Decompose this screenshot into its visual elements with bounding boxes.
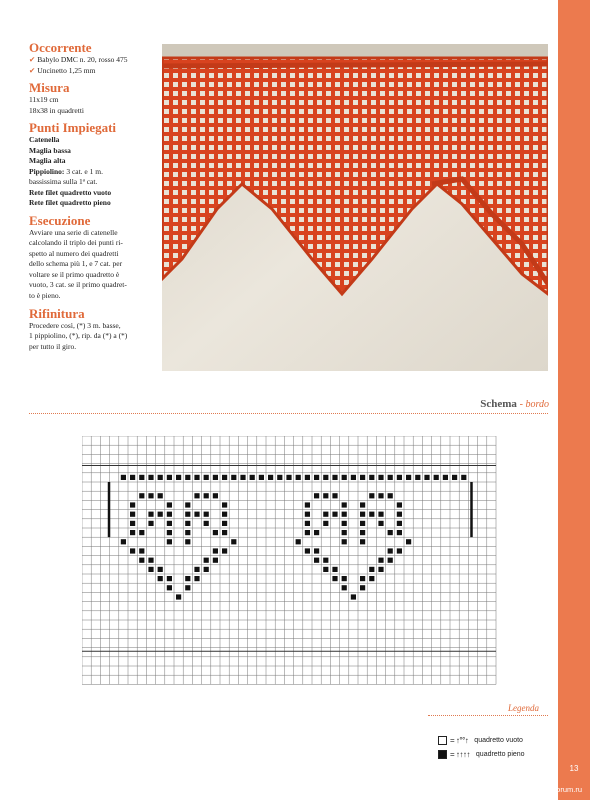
- filled-square-icon: [438, 750, 447, 759]
- filled-cell: [194, 475, 199, 480]
- filled-cell: [139, 475, 144, 480]
- filled-cell: [397, 502, 402, 507]
- filled-cell: [148, 493, 153, 498]
- rifinitura-text: Procedere così, (*) 3 m. basse, 1 pippiolino, (*), rip. da (*) a (*) per tutto il giro.: [29, 320, 128, 351]
- filled-cell: [388, 548, 393, 553]
- filled-cell: [388, 558, 393, 563]
- filled-cell: [342, 512, 347, 517]
- divider: [29, 413, 548, 414]
- filled-cell: [139, 548, 144, 553]
- filled-cell: [222, 521, 227, 526]
- material-item: ✔ Babylo DMC n. 20, rosso 475: [29, 55, 128, 64]
- filled-cell: [167, 512, 172, 517]
- filled-cell: [222, 502, 227, 507]
- filled-cell: [158, 512, 163, 517]
- filled-cell: [130, 475, 135, 480]
- legend-title: Legenda: [508, 703, 539, 713]
- filled-cell: [130, 512, 135, 517]
- stitch-pippiolino-cont: bassissima sulla 1ª cat.: [29, 177, 98, 186]
- filled-cell: [130, 548, 135, 553]
- filet-chart: [82, 436, 497, 691]
- size-line: 18x38 in quadretti: [29, 105, 84, 115]
- filled-cell: [250, 475, 255, 480]
- filled-cell: [342, 576, 347, 581]
- filled-cell: [222, 475, 227, 480]
- filled-cell: [185, 521, 190, 526]
- page-edge-band: [558, 0, 590, 800]
- filled-cell: [351, 594, 356, 599]
- filled-cell: [305, 548, 310, 553]
- filled-cell: [204, 512, 209, 517]
- filled-cell: [185, 539, 190, 544]
- filled-cell: [130, 530, 135, 535]
- filled-cell: [360, 539, 365, 544]
- crochet-photo: [162, 44, 548, 371]
- filled-cell: [167, 539, 172, 544]
- stitch-rete-vuoto: Rete filet quadretto vuoto: [29, 187, 112, 197]
- filled-cell: [434, 475, 439, 480]
- filled-cell: [305, 502, 310, 507]
- filled-cell: [167, 475, 172, 480]
- filled-cell: [296, 539, 301, 544]
- filled-cell: [342, 530, 347, 535]
- filled-cell: [415, 475, 420, 480]
- filled-cell: [148, 558, 153, 563]
- filled-cell: [323, 521, 328, 526]
- filled-cell: [378, 493, 383, 498]
- edge-bar: [470, 482, 473, 537]
- filled-cell: [314, 530, 319, 535]
- filled-cell: [305, 521, 310, 526]
- filled-cell: [397, 521, 402, 526]
- section-title-rifinitura: Rifinitura: [29, 305, 85, 321]
- section-title-esecuzione: Esecuzione: [29, 212, 91, 228]
- filled-cell: [378, 558, 383, 563]
- legend-divider: [428, 715, 548, 716]
- filled-cell: [369, 567, 374, 572]
- filled-cell: [194, 576, 199, 581]
- filled-cell: [323, 475, 328, 480]
- filled-cell: [461, 475, 466, 480]
- filled-cell: [342, 475, 347, 480]
- schema-title: Schema - bordo: [480, 398, 549, 410]
- filled-cell: [176, 475, 181, 480]
- section-title-misura: Misura: [29, 80, 70, 95]
- filled-cell: [194, 493, 199, 498]
- filled-cell: [167, 530, 172, 535]
- filled-cell: [194, 512, 199, 517]
- filled-cell: [369, 493, 374, 498]
- filled-cell: [121, 475, 126, 480]
- filled-cell: [121, 539, 126, 544]
- filled-cell: [296, 475, 301, 480]
- filled-cell: [204, 567, 209, 572]
- filled-cell: [185, 530, 190, 535]
- page-number: 13: [569, 764, 579, 773]
- filled-cell: [388, 493, 393, 498]
- size-line: 11x19 cm: [29, 95, 59, 104]
- filled-cell: [268, 475, 273, 480]
- filled-cell: [148, 475, 153, 480]
- legend-item-full: = ↑↑↑↑ quadretto pieno: [438, 748, 525, 760]
- esecuzione-text: Avviare una serie di catenelle calcolando il triplo dei punti ri- spetto al numero dei quadretti dello schema più 1, e 7 cat. per voltare se il primo quadretto è vuoto, 3 cat. se il primo quadret- to è pieno.: [29, 227, 127, 301]
- section-title-punti: Punti Impiegati: [29, 120, 117, 135]
- filled-cell: [213, 475, 218, 480]
- filled-cell: [240, 475, 245, 480]
- filled-cell: [397, 475, 402, 480]
- filled-cell: [222, 548, 227, 553]
- filled-cell: [406, 539, 411, 544]
- filled-cell: [148, 512, 153, 517]
- filled-cell: [213, 530, 218, 535]
- filled-cell: [397, 548, 402, 553]
- stitch-rete-pieno: Rete filet quadretto pieno: [29, 198, 111, 207]
- filled-cell: [231, 475, 236, 480]
- filled-cell: [314, 475, 319, 480]
- filled-cell: [314, 558, 319, 563]
- filled-cell: [213, 558, 218, 563]
- filled-cell: [130, 521, 135, 526]
- filled-cell: [342, 502, 347, 507]
- filled-cell: [360, 530, 365, 535]
- filled-cell: [139, 558, 144, 563]
- legend-item-empty: = ↑°°↑ quadretto vuoto: [438, 734, 523, 746]
- filled-cell: [185, 512, 190, 517]
- filled-cell: [231, 539, 236, 544]
- filled-cell: [332, 576, 337, 581]
- stitch-maglia-bassa: Maglia bassa: [29, 145, 71, 155]
- filled-cell: [369, 576, 374, 581]
- filled-cell: [185, 585, 190, 590]
- filled-cell: [148, 521, 153, 526]
- filled-cell: [204, 475, 209, 480]
- filled-cell: [342, 539, 347, 544]
- filled-cell: [222, 512, 227, 517]
- filled-cell: [378, 567, 383, 572]
- filled-cell: [351, 475, 356, 480]
- section-title-occorrente: Occorrente: [29, 40, 92, 55]
- filled-cell: [167, 585, 172, 590]
- filled-cell: [314, 493, 319, 498]
- edge-bar: [108, 482, 111, 537]
- filled-cell: [332, 493, 337, 498]
- check-icon: ✔: [29, 55, 36, 64]
- filled-cell: [360, 576, 365, 581]
- filled-cell: [360, 521, 365, 526]
- filled-cell: [397, 512, 402, 517]
- filled-cell: [332, 475, 337, 480]
- filled-cell: [323, 567, 328, 572]
- filled-cell: [277, 475, 282, 480]
- instructions-column: [29, 40, 153, 352]
- watermark: PassionForum.ru: [524, 785, 582, 794]
- filled-cell: [213, 493, 218, 498]
- filled-cell: [204, 558, 209, 563]
- filled-cell: [342, 585, 347, 590]
- filled-cell: [397, 530, 402, 535]
- filled-cell: [360, 475, 365, 480]
- filled-cell: [406, 475, 411, 480]
- check-icon: ✔: [29, 65, 36, 75]
- filled-cell: [259, 475, 264, 480]
- filled-cell: [332, 567, 337, 572]
- filled-cell: [305, 512, 310, 517]
- filled-cell: [360, 502, 365, 507]
- filled-cell: [185, 502, 190, 507]
- filled-cell: [167, 576, 172, 581]
- filled-cell: [378, 521, 383, 526]
- filled-cell: [388, 475, 393, 480]
- filled-cell: [194, 567, 199, 572]
- filled-cell: [369, 512, 374, 517]
- filled-cell: [342, 521, 347, 526]
- filled-cell: [378, 475, 383, 480]
- filled-cell: [443, 475, 448, 480]
- filled-cell: [332, 512, 337, 517]
- filled-cell: [305, 530, 310, 535]
- filled-cell: [139, 493, 144, 498]
- stitch-catenella: Catenella: [29, 135, 60, 144]
- filled-cell: [158, 475, 163, 480]
- empty-square-icon: [438, 736, 447, 745]
- filled-cell: [167, 502, 172, 507]
- filled-cell: [424, 475, 429, 480]
- filled-cell: [158, 576, 163, 581]
- filled-cell: [369, 475, 374, 480]
- filled-cell: [378, 512, 383, 517]
- filled-cell: [452, 475, 457, 480]
- filled-cell: [360, 512, 365, 517]
- filled-cell: [185, 475, 190, 480]
- stitch-maglia-alta: Maglia alta: [29, 156, 66, 165]
- filled-cell: [286, 475, 291, 480]
- filled-cell: [305, 475, 310, 480]
- filled-cell: [388, 530, 393, 535]
- filled-cell: [323, 493, 328, 498]
- material-item: ✔ Uncinetto 1,25 mm: [29, 65, 96, 75]
- filled-cell: [323, 512, 328, 517]
- filled-cell: [130, 502, 135, 507]
- filled-cell: [213, 548, 218, 553]
- filled-cell: [204, 521, 209, 526]
- filled-cell: [314, 548, 319, 553]
- filled-cell: [176, 594, 181, 599]
- filled-cell: [139, 530, 144, 535]
- filled-cell: [158, 567, 163, 572]
- filled-cell: [323, 558, 328, 563]
- filled-cell: [222, 530, 227, 535]
- filled-cell: [185, 576, 190, 581]
- filled-cell: [167, 521, 172, 526]
- filled-cell: [158, 493, 163, 498]
- stitch-pippiolino: Pippiolino: 3 cat. e 1 m.: [29, 166, 103, 176]
- filled-cell: [360, 585, 365, 590]
- filled-cell: [148, 567, 153, 572]
- filled-cell: [204, 493, 209, 498]
